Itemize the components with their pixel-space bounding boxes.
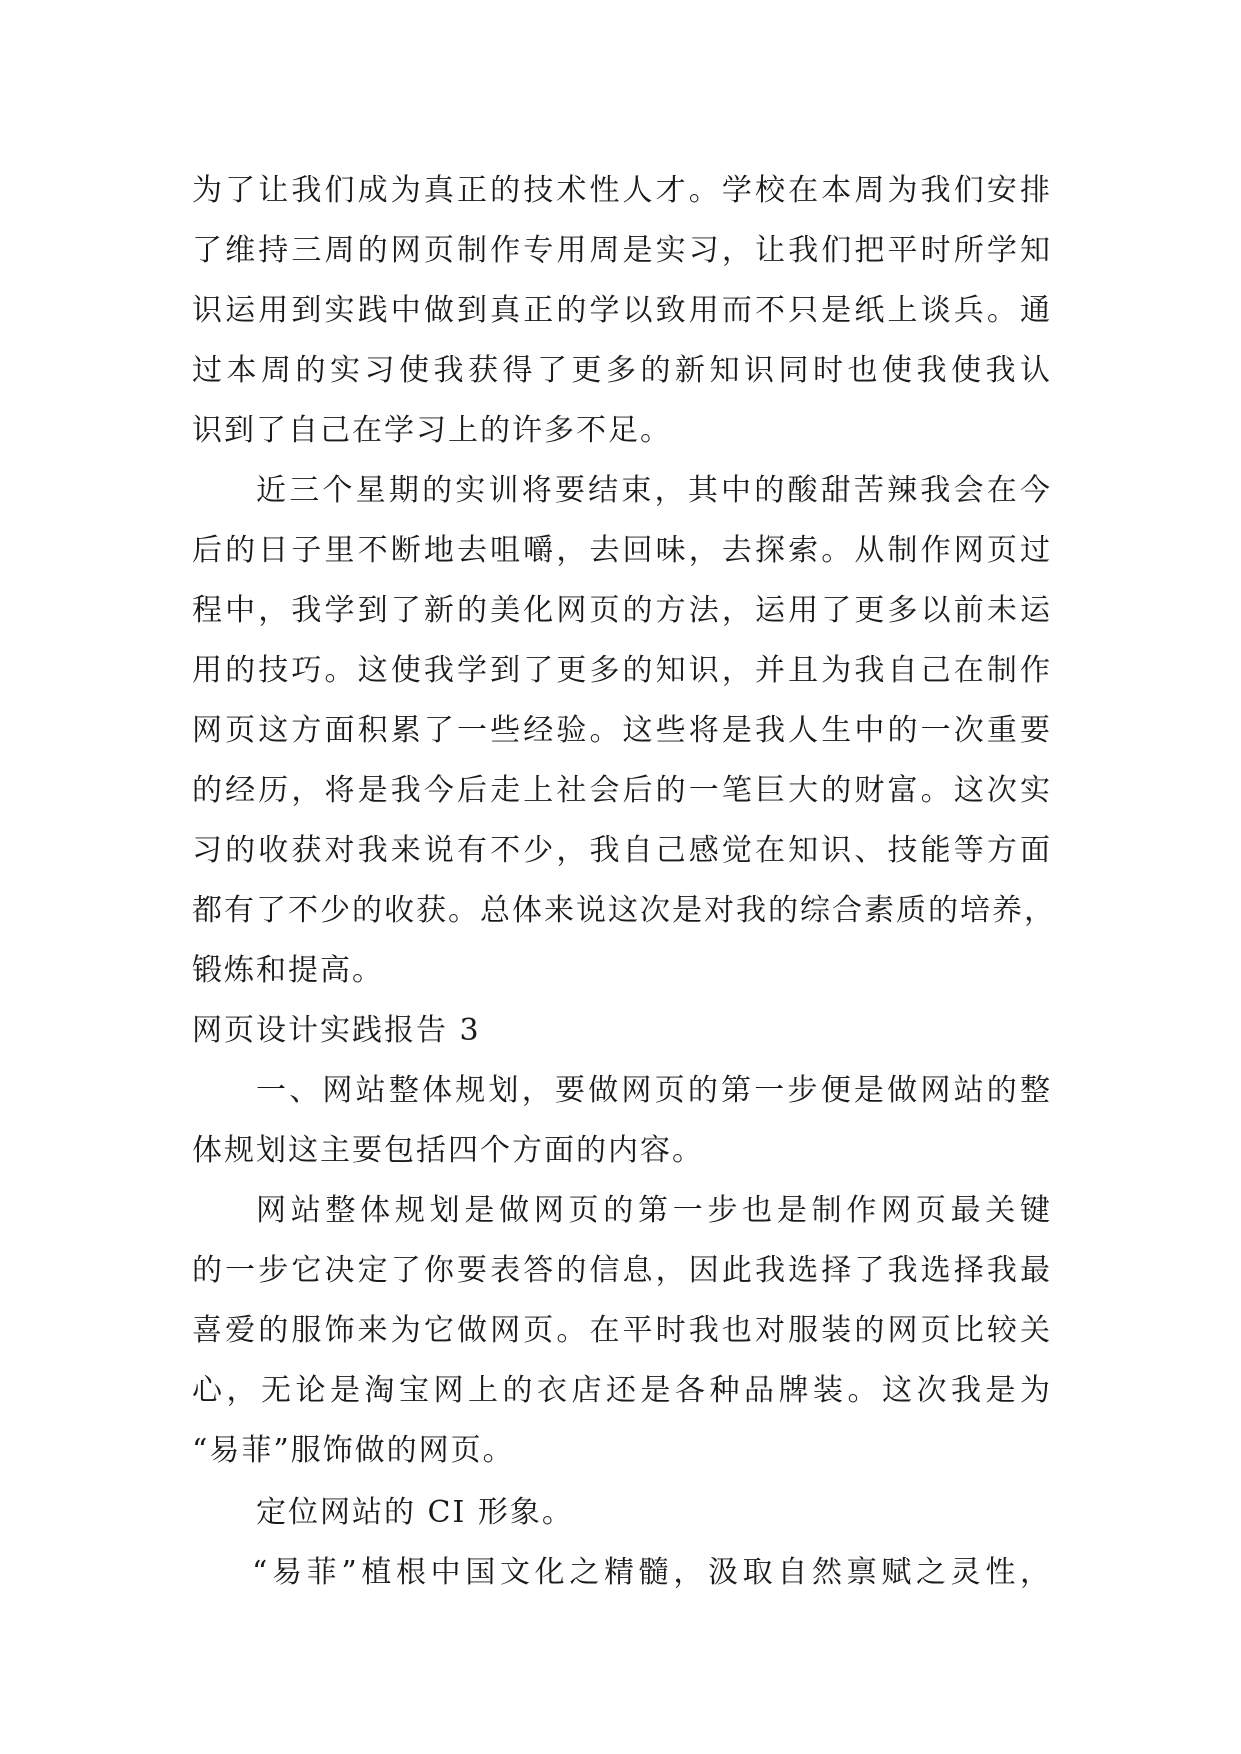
text-line: 网页这方面积累了一些经验。这些将是我人生中的一次重要 — [192, 713, 1052, 748]
text-line: 识运用到实践中做到真正的学以致用而不只是纸上谈兵。通 — [192, 293, 1052, 328]
text-line: 喜爱的服饰来为它做网页。在平时我也对服装的网页比较关 — [192, 1313, 1052, 1348]
text-line: 习的收获对我来说有不少，我自己感觉在知识、技能等方面 — [192, 833, 1052, 868]
section-2 — [192, 1181, 1052, 1481]
text-line: 的一步它决定了你要表答的信息，因此我选择了我选择我最 — [192, 1253, 1052, 1288]
text-line: 体规划这主要包括四个方面的内容。 — [192, 1133, 704, 1168]
paragraph-2 — [192, 461, 1056, 1001]
text-line: 近三个星期的实训将要结束，其中的酸甜苦辣我会在今 — [256, 473, 1052, 508]
section-1 — [192, 1061, 1052, 1181]
text-line: 为了让我们成为真正的技术性人才。学校在本周为我们安排 — [192, 173, 1052, 208]
text-line: 用的技巧。这使我学到了更多的知识，并且为我自己在制作 — [192, 653, 1052, 688]
text-line: 程中，我学到了新的美化网页的方法，运用了更多以前未运 — [192, 593, 1052, 628]
text-line: 定位网站的 CI 形象。 — [256, 1495, 574, 1530]
text-line: 一、网站整体规划，要做网页的第一步便是做网站的整 — [256, 1073, 1052, 1108]
text-line: “易菲”植根中国文化之精髓，汲取自然禀赋之灵性， — [252, 1555, 1052, 1590]
text-line: 网站整体规划是做网页的第一步也是制作网页最关键 — [256, 1193, 1052, 1228]
section-heading: 网页设计实践报告 3 — [192, 1013, 481, 1048]
text-line: 心，无论是淘宝网上的衣店还是各种品牌装。这次我是为 — [192, 1373, 1052, 1408]
text-line: 过本周的实习使我获得了更多的新知识同时也使我使我认 — [192, 353, 1052, 388]
text-line: 后的日子里不断地去咀嚼，去回味，去探索。从制作网页过 — [192, 533, 1052, 568]
document-body — [192, 161, 1056, 1603]
text-line: 识到了自己在学习上的许多不足。 — [192, 413, 672, 448]
paragraph-1 — [192, 161, 1052, 461]
text-line: 都有了不少的收获。总体来说这次是对我的综合素质的培养， — [192, 893, 1056, 928]
text-line: 锻炼和提高。 — [192, 953, 384, 988]
text-line: “易菲”服饰做的网页。 — [192, 1433, 515, 1468]
text-line: 的经历，将是我今后走上社会后的一笔巨大的财富。这次实 — [192, 773, 1052, 808]
text-line: 了维持三周的网页制作专用周是实习，让我们把平时所学知 — [192, 233, 1052, 268]
